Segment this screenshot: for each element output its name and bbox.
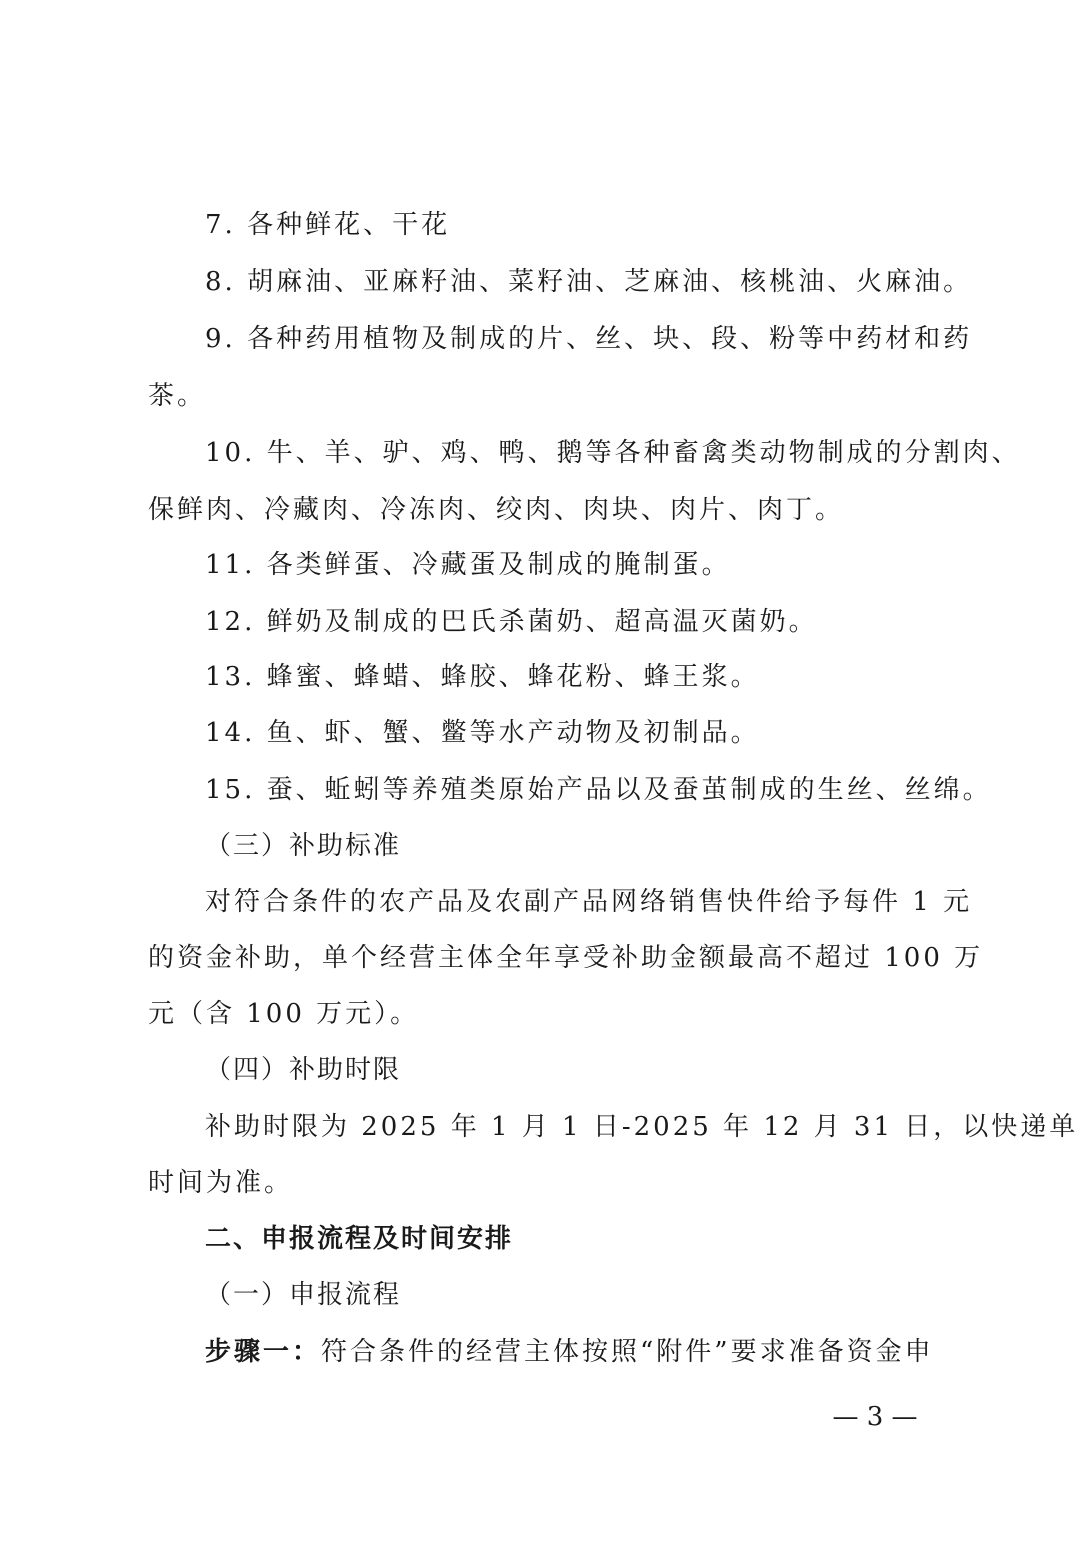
part-2-subheading-1: （一）申报流程 (205, 1280, 402, 1310)
section-4-paragraph-line-2: 时间为准。 (148, 1168, 294, 1198)
list-item-10-line-1: 10. 牛、羊、驴、鸡、鸭、鹅等各种畜禽类动物制成的分割肉、 (205, 438, 1021, 468)
step-1-label: 步骤一： (205, 1337, 322, 1367)
page-number: — 3 — (832, 1402, 918, 1432)
list-item-10-line-2: 保鲜肉、冷藏肉、冷冻肉、绞肉、肉块、肉片、肉丁。 (148, 495, 845, 525)
section-4-paragraph-line-1: 补助时限为 2025 年 1 月 1 日-2025 年 12 月 31 日，以快递单 (205, 1112, 1079, 1142)
list-item-13: 13. 蜂蜜、蜂蜡、蜂胶、蜂花粉、蜂王浆。 (205, 662, 760, 692)
list-item-11: 11. 各类鲜蛋、冷藏蛋及制成的腌制蛋。 (205, 550, 731, 580)
list-item-8: 8. 胡麻油、亚麻籽油、菜籽油、芝麻油、核桃油、火麻油。 (205, 267, 973, 297)
step-1-paragraph (205, 1335, 963, 1369)
section-3-paragraph-line-1: 对符合条件的农产品及农副产品网络销售快件给予每件 1 元 (205, 887, 973, 917)
step-1-text: 符合条件的经营主体按照“附件”要求准备资金申 (321, 1337, 934, 1367)
list-item-9-line-1: 9. 各种药用植物及制成的片、丝、块、段、粉等中药材和药 (205, 324, 973, 354)
list-item-9-line-2: 茶。 (148, 381, 207, 411)
list-item-14: 14. 鱼、虾、蟹、鳖等水产动物及初制品。 (205, 718, 760, 748)
section-3-heading: （三）补助标准 (205, 831, 402, 861)
section-4-heading: （四）补助时限 (205, 1055, 402, 1085)
list-item-7: 7. 各种鲜花、干花 (205, 210, 451, 240)
section-3-paragraph-line-2: 的资金补助，单个经营主体全年享受补助金额最高不超过 100 万 (148, 943, 984, 973)
part-2-heading: 二、申报流程及时间安排 (205, 1224, 514, 1254)
list-item-15: 15. 蚕、蚯蚓等养殖类原始产品以及蚕茧制成的生丝、丝绵。 (205, 775, 992, 805)
list-item-12: 12. 鲜奶及制成的巴氏杀菌奶、超高温灭菌奶。 (205, 607, 818, 637)
section-3-paragraph-line-3: 元（含 100 万元）。 (148, 999, 420, 1029)
